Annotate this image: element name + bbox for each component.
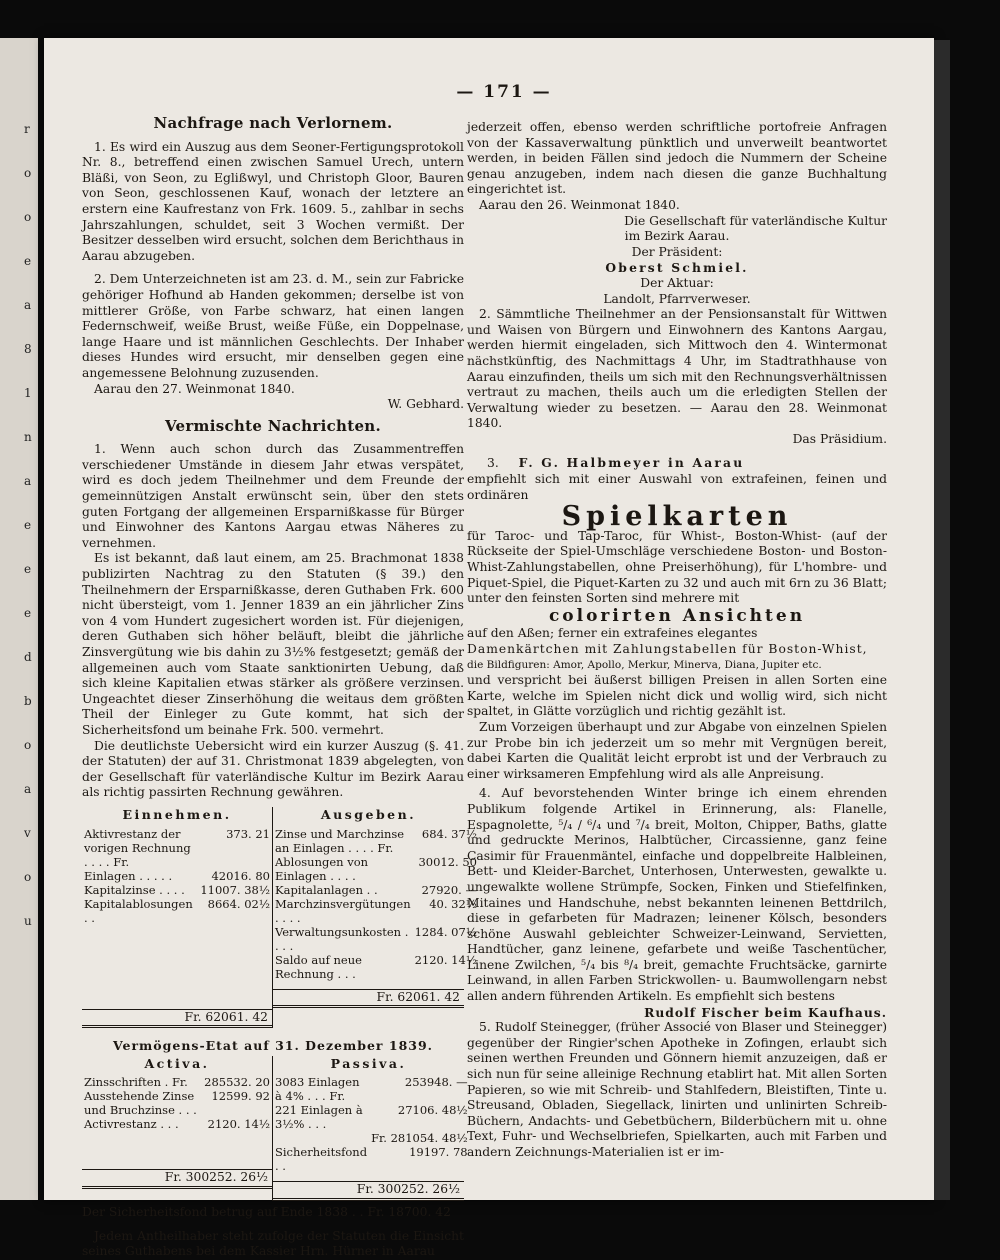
income-title: Einnehmen. xyxy=(122,806,232,822)
news-3-quality: und verspricht bei äußerst billigen Preisen in allen Sorten eine Karte, welche im Spielen nicht dick und wollig wird, sich nicht spaltet, in Glätte vorzüglich und richtig gezählt ist. xyxy=(467,673,887,719)
page-shadow xyxy=(934,40,950,1200)
headline-playing-cards: Spielkarten xyxy=(561,501,793,533)
advertiser-name: F. G. Halbmeyer in Aarau xyxy=(518,455,745,471)
edge-letter: o xyxy=(24,870,32,884)
table-row: Fr. 281054. 48½ xyxy=(371,1131,468,1146)
table-row: Sicherheitsfond . . 19197. 78 xyxy=(275,1145,468,1174)
society-district: im Bezirk Aarau. xyxy=(624,229,730,244)
actuary-label: Der Aktuar: xyxy=(640,275,714,290)
table-row: Kapitalzinse . . . . 11007. 38½ xyxy=(84,882,270,897)
news-2-signature: Das Präsidium. xyxy=(792,431,887,446)
income-total: Fr. 62061. 42 xyxy=(82,1009,272,1029)
news-3-card-types: für Taroc- und Tap-Taroc, für Whist-, Boston-Whist- (auf der Rückseite der Spiel-Umschläge verschiedene Boston- und Boston-Whist-Zahlungstabellen, ohne Preiserhöhung), für L'hombre- und Piquet-Spiel, die Piquet-Karten zu 32 und auch mit 6rn zu 36 Blatt; unter den feinsten Sorten sind mehrere mit xyxy=(467,528,887,606)
edge-letter: e xyxy=(24,606,32,620)
news-3-intro: empfiehlt sich mit einer Auswahl von extrafeinen, feinen und ordinären xyxy=(467,472,887,502)
lost-item-1: 1. Es wird ein Auszug aus dem Seoner-Fertigungsprotokoll Nr. 8., betreffend einen zwischen Samuel Urech, untern Bläßi, von Seon, zu Eglißwyl, und Christoph Gloor, Bauren von Seon, geschlossenen Kauf, wonach der letztere an erstern eine Kaufrestanz von Frk. 1609. 5., zahlbar in sechs Jahrszahlungen, schuldet, seit 3 Wochen vermißt. Der Besitzer desselben wird ersucht, solchen dem Berichthaus in Aarau abzugeben. xyxy=(82,139,464,263)
table-row: 221 Einlagen à 3½% . . . 27106. 48½ xyxy=(275,1103,468,1132)
table-row: Activrestanz . . . 2120. 14½ xyxy=(84,1117,270,1132)
assets-statement xyxy=(82,1055,468,1201)
news-2: 2. Sämmtliche Theilnehmer an der Pensionsanstalt für Wittwen und Waisen von Bürgern und Einwohnern des Kantons Aargau, werden hiermit eingeladen, sich Mittwoch den 4. Wintermonat nächstkünftig, des Nachmittags 4 Uhr, im Stadtrathhause von Aarau einzufinden, theils um sich mit den Rechnungsverhältnissen vertraut zu machen, theils auch um die erledigten Stellen der Verwaltung wieder zu besetzen. — Aarau den 28. Weinmonat 1840. xyxy=(467,307,887,431)
table-row: Kapitalanlagen . . 27920. — xyxy=(275,882,477,897)
news-3-ladies-cards: Damenkärtchen mit Zahlungstabellen für Boston-Whist, xyxy=(467,642,868,656)
adjacent-page-edge xyxy=(0,38,38,1200)
news-3-header xyxy=(467,455,887,472)
right-column xyxy=(467,120,887,1161)
news-4-signature: Rudolf Fischer beim Kaufhaus. xyxy=(644,1004,887,1020)
news-3-samples: Zum Vorzeigen überhaupt und zur Abgabe von einzelnen Spielen zur Probe bin ich jederzeit um so mehr mit Vergnügen bereit, dabei Karten die Qualität leicht erprobt ist und der Verbrauch zu einer wirksameren Empfehlung wird als alle Anpreisung. xyxy=(467,719,887,781)
edge-letter: r xyxy=(24,122,30,136)
table-row: 3083 Einlagen à 4% . . . Fr. 253948. — xyxy=(275,1075,468,1104)
edge-letter: e xyxy=(24,562,32,576)
president-name: Oberst Schmiel. xyxy=(605,260,749,276)
news-1-closing: Jedem Antheilhaber steht zufolge der Statuten die Einsicht seines Guthabens bei dem Kassier Hrn. Hürner in Aarau xyxy=(82,1228,464,1259)
lost-item-2-signature: W. Gebhard. xyxy=(387,397,464,412)
edge-letter: u xyxy=(24,914,32,928)
edge-letter: o xyxy=(24,738,32,752)
table-row: Saldo auf neue Rechnung . . . 2120. 14½ xyxy=(275,952,477,981)
table-row: Kapitalablosungen . . 8664. 02½ xyxy=(84,896,270,925)
edge-letter: o xyxy=(24,210,32,224)
news-1-date: Aarau den 26. Weinmonat 1840. xyxy=(479,197,680,212)
president-label: Der Präsident: xyxy=(631,244,723,259)
security-fund-line: Der Sicherheitsfond betrug auf Ende 1838 . . Fr. 18700. 42 xyxy=(82,1204,451,1219)
page-number: — 171 — xyxy=(456,82,552,102)
passiva-title: Passiva. xyxy=(330,1055,407,1071)
news-3-number: 3. xyxy=(487,456,499,471)
news-1-overview: Die deutlichste Uebersicht wird ein kurzer Auszug (§. 41. der Statuten) der auf 31. Christmonat 1839 abgelegten, von der Gesellschaft für vaterländische Kultur im Bezirk Aarau als richtig passirten Rechnung gewähren. xyxy=(82,738,464,800)
edge-letter: e xyxy=(24,254,32,268)
heading-lost-items: Nachfrage nach Verlornem. xyxy=(153,114,393,132)
table-row: Einlagen . . . . . 42016. 80 xyxy=(84,868,270,883)
expense-total: Fr. 62061. 42 xyxy=(273,989,464,1009)
society-name: Die Gesellschaft für vaterländische Kultur xyxy=(624,213,887,228)
edge-letter: d xyxy=(24,650,32,664)
edge-letter: a xyxy=(24,474,32,488)
newspaper-page xyxy=(44,38,934,1259)
heading-misc-news: Vermischte Nachrichten. xyxy=(164,416,382,435)
edge-letter: o xyxy=(24,166,32,180)
actuary-name: Landolt, Pfarrverweser. xyxy=(603,291,751,306)
news-5: 5. Rudolf Steinegger, (früher Associé von Blaser und Steinegger) gegenüber der Ringier'schen Apotheke in Zofingen, erlaubt sich seinen werthen Freunden und Gönnern hiemit anzuzeigen, daß er sich nun für seine alleinige Rechnung etablirt hat. Mit allen Sorten Papieren, so wie mit Schreib- und Stahlfedern, Bleistiften, Tinte u. Streusand, Obladen, Siegellack, linirten und unlinirten Schreib-Büchern, Andachts- und Gebetbüchern, Bilderbüchern mit u. ohne Text, Fuhr- und Wechselbriefen, Spielkarten, auch mit Farben und andern Zeichnungs-Materialien ist er im- xyxy=(467,1020,887,1159)
edge-letter: 1 xyxy=(24,386,32,400)
lost-item-2-date: Aarau den 27. Weinmonat 1840. xyxy=(94,381,295,396)
activa-title: Activa. xyxy=(144,1055,210,1071)
lost-item-2: 2. Dem Unterzeichneten ist am 23. d. M., sein zur Fabricke gehöriger Hofhund ab Handen gekommen; derselbe ist von mittlerer Größe, von Farbe schwarz, hat einen langen Federnschweif, weiße Brust, weiße Füße, ein Doppelnase, lange Haare und ist männlichen Geschlechts. Der Inhaber dieses Hundes wird ersucht, mir denselben gegen eine angemessene Belohnung zuzusenden. xyxy=(82,272,464,380)
activa-total: Fr. 300252. 26½ xyxy=(82,1169,272,1189)
table-row: Ablosungen von Einlagen . . . . 30012. 50 xyxy=(275,854,477,883)
table-row: Aktivrestanz der vorigen Rechnung . . . . Fr. 373. 21 xyxy=(84,826,270,869)
account-statement xyxy=(82,806,477,1028)
edge-letter: a xyxy=(24,298,32,312)
news-1-body: Es ist bekannt, daß laut einem, am 25. Brachmonat 1838 publizirten Nachtrag zu den Statuten (§ 39.) den Theilnehmern der Ersparnißkasse, deren Guthaben Frk. 600 nicht übersteigt, vom 1. Jenner 1839 an ein jährlicher Zins von 4 vom Hundert zugesichert worden ist. Für diejenigen, deren Guthaben sich höher beläuft, bleibt die jährliche Zinsvergütung wie bis dahin zu 3½% festgesetzt; gemäß der allgemeinen auch vom Staate sanktionirten Uebung, daß sich kleine Kapitalien etwas stärker als größere verzinsen. Ungeachtet dieser Zinserhöhung die weitaus dem größten Theil der Einleger zu Gute kommt, hat sich der Sicherheitsfond um beinahe Frk. 500. vermehrt. xyxy=(82,551,464,737)
expense-table xyxy=(272,806,477,1028)
table-row: Verwaltungsunkosten . . . . 1284. 07½ xyxy=(275,924,477,953)
passiva-total: Fr. 300252. 26½ xyxy=(273,1181,464,1201)
edge-letter: n xyxy=(24,430,32,444)
table-row: Zinse und Marchzinse an Einlagen . . . . Fr. 684. 37½ xyxy=(275,826,477,855)
left-column xyxy=(82,110,477,1260)
news-3-aces: auf den Aßen; ferner ein extrafeines elegantes xyxy=(467,626,758,641)
news-3-figures: die Bildfiguren: Amor, Apollo, Merkur, Minerva, Diana, Jupiter etc. xyxy=(467,658,822,671)
table-row: Zinsschriften . Fr. 285532. 20 xyxy=(84,1075,270,1090)
assets-statement-title: Vermögens-Etat auf 31. Dezember 1839. xyxy=(112,1038,434,1054)
news-1-continuation: jederzeit offen, ebenso werden schriftliche portofreie Anfragen von der Kassaverwaltung pünktlich und unverweilt beantwortet werden, in beiden Fällen sind jedoch die Nummern der Scheine genau anzugeben, indem nach diesen die ganze Buchhaltung eingerichtet ist. xyxy=(467,120,887,197)
table-row: Ausstehende Zinse und Bruchzinse . . . 12599. 92 xyxy=(84,1089,270,1118)
income-table xyxy=(82,807,272,1028)
edge-letter: 8 xyxy=(24,342,32,356)
edge-letter: v xyxy=(24,826,31,840)
passiva-table xyxy=(272,1055,468,1201)
headline-coloured-views: colorirten Ansichten xyxy=(548,605,806,626)
edge-letter: e xyxy=(24,518,32,532)
edge-letter: a xyxy=(24,782,32,796)
table-row: Marchzinsvergütungen . . . . 40. 32½ xyxy=(275,896,477,925)
expense-title: Ausgeben. xyxy=(320,806,417,822)
news-4: 4. Auf bevorstehenden Winter bringe ich einem ehrenden Publikum folgende Artikel in Erinnerung, als: Flanelle, Espagnolette, ⁵/₄ / ⁶/₄ und ⁷/₄ breit, Molton, Chipper, Baths, glatte und gedruckte Merinos, Halbtücher, Circassienne, ganz feine Casimir für Frauenmäntel, einfache und doppelbreite Halbleinen, Bett- und Kleider-Barchet, Unterhosen, Unterwesten, gewalkte u. ungewalkte wollene Strümpfe, Socken, Finken und Stiefelfinken, Mitaines und Handschuhe, nebst bekannten leinenen Bettdrilch, diese in gefarbeten für Madrazen; leinener Kölsch, besonders schöne Auswahl gebleichter Schweizer-Leinwand, Servietten, Handtücher, ganz leinene, gefarbete und weiße Taschentücher, Linene Zwilchen, ⁵/₄ bis ⁸/₄ breit, gemachte Fruchtsäcke, garnirte Leinwand, in allen Farben Strickwollen- u. Baumwollengarn nebst allen andern führenden Artikeln. Es empfiehlt sich bestens xyxy=(467,786,887,1004)
news-1-intro: 1. Wenn auch schon durch das Zusammentreffen verschiedener Umstände in diesem Jahr etwas verspätet, wird es doch jedem Theilnehmer und dem Freunde der gemeinnützigen Anstalt erwünscht sein, über den stets guten Fortgang der allgemeinen Ersparnißkasse für Bürger und Einwohner des Kantons Aargau etwas Näheres zu vernehmen. xyxy=(82,442,464,550)
edge-letter: b xyxy=(24,694,32,708)
activa-table xyxy=(82,1056,272,1201)
